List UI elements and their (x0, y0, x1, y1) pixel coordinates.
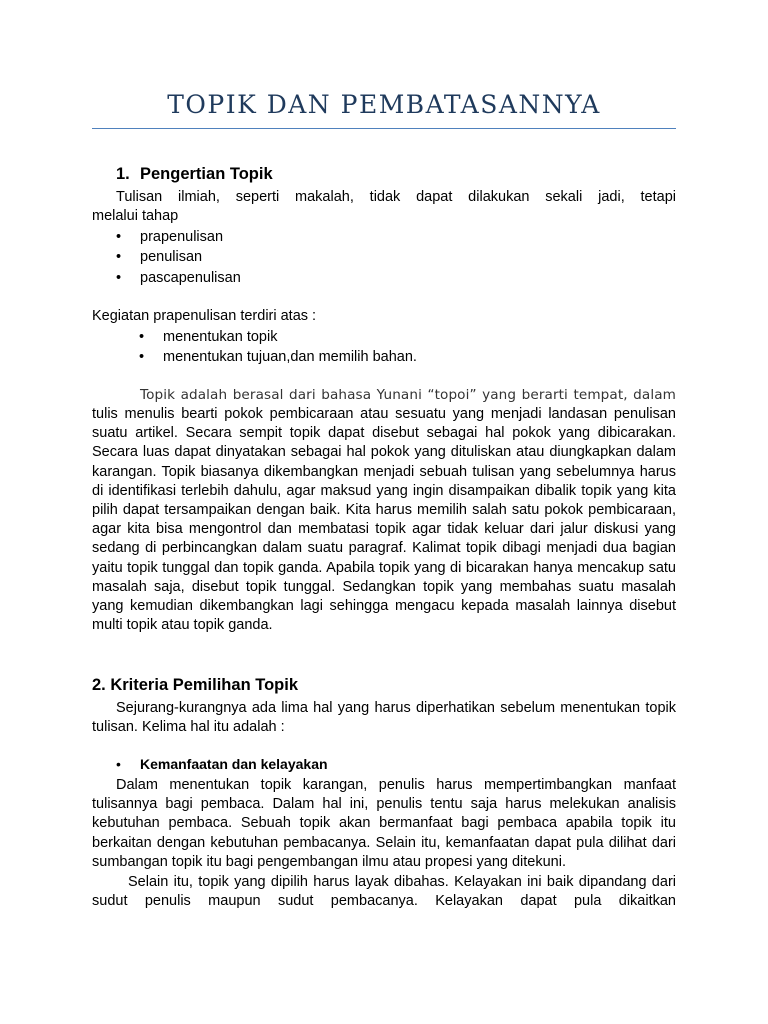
criterion1-paragraph1: Dalam menentukan topik karangan, penulis harus mempertimbangkan manfaat tulisannya bagi pembaca. Dalam hal ini, penulis tentu saja harus melekukan analisis kebutuhan pembaca. Sebuah topik akan bermanfaat bagi pembaca apabila topik itu berkaitan dengan kebutuhan pembacanya. Selain itu, kemanfaatan dapat pula dilihat dari sumbangan topik itu bagi pengembangan ilmu atau propesi yang ditekuni. (92, 777, 676, 870)
stages-list (140, 227, 241, 288)
definition-first-line: Topik adalah berasal dari bahasa Yunani “topoi” yang berarti tempat, dalam (140, 387, 676, 403)
section2-intro: Sejurang-kurangnya ada lima hal yang harus diperhatikan sebelum menentukan topik tulisan. Kelima hal itu adalah : (92, 700, 676, 736)
section1-intro-line1: Tulisan ilmiah, seperti makalah, tidak dapat dilakukan sekali jadi, tetapi (116, 189, 676, 205)
list-item: • menentukan tujuan,dan memilih bahan. (163, 347, 417, 367)
section1-heading (116, 165, 273, 184)
document-title: TOPIK DAN PEMBATASANNYA (167, 90, 601, 119)
section1-number: 1. (116, 165, 130, 183)
criterion1-heading: Kemanfaatan dan kelayakan (140, 756, 328, 772)
section1-intro-line2: melalui tahap (92, 208, 179, 224)
list-item: • penulisan (140, 247, 241, 267)
section2-heading: 2. Kriteria Pemilihan Topik (92, 676, 299, 694)
criterion-bullet: • (116, 756, 121, 772)
list-item: • menentukan topik (163, 327, 417, 347)
definition-paragraph: tulis menulis bearti pokok pembicaraan atau sesuatu yang menjadi landasan penulisan suatu artikel. Secara sempit topik dapat disebut sebagai hal pokok yang dibicarakan. Secara luas dapat dinyatakan sebagai hal pokok yang dituliskan atau diungkapkan dalam karangan. Topik biasanya dikembangkan menjadi sebuah tulisan yang sebelumnya harus di identifikasi terlebih dahulu, agar maksud yang ingin disampaikan dibalik topik yang kita pilih dapat tersampaikan dengan baik. Kita harus memilih salah satu pokok pembicaraan, agar kita bisa mengontrol dan membatasi topik agar tidak keluar dari jalur diskusi yang sedang di perbincangkan dalam suatu paragraf. Kalimat topik dibagi menjadi dua bagian yaitu topik tunggal dan topik ganda. Apabila topik yang di bicarakan hanya mencakup satu masalah saja, disebut topik tunggal. Sedangkan topik yang membahas suatu masalah yang kemudian dikembangkan lagi sehingga mengacu kepada masalah lainnya disebut multi topik atau topik ganda. (92, 406, 676, 634)
prewriting-list (163, 327, 417, 368)
title-underline (92, 128, 676, 129)
section1-heading-text: Pengertian Topik (140, 165, 273, 183)
criterion1-paragraph2: Selain itu, topik yang dipilih harus layak dibahas. Kelayakan ini baik dipandang dari sudut penulis maupun sudut pembacanya. Kelayakan dapat pula dikaitkan (92, 874, 676, 910)
prewriting-intro: Kegiatan prapenulisan terdiri atas : (92, 308, 317, 324)
list-item: • pascapenulisan (140, 268, 241, 288)
list-item: • prapenulisan (140, 227, 241, 247)
